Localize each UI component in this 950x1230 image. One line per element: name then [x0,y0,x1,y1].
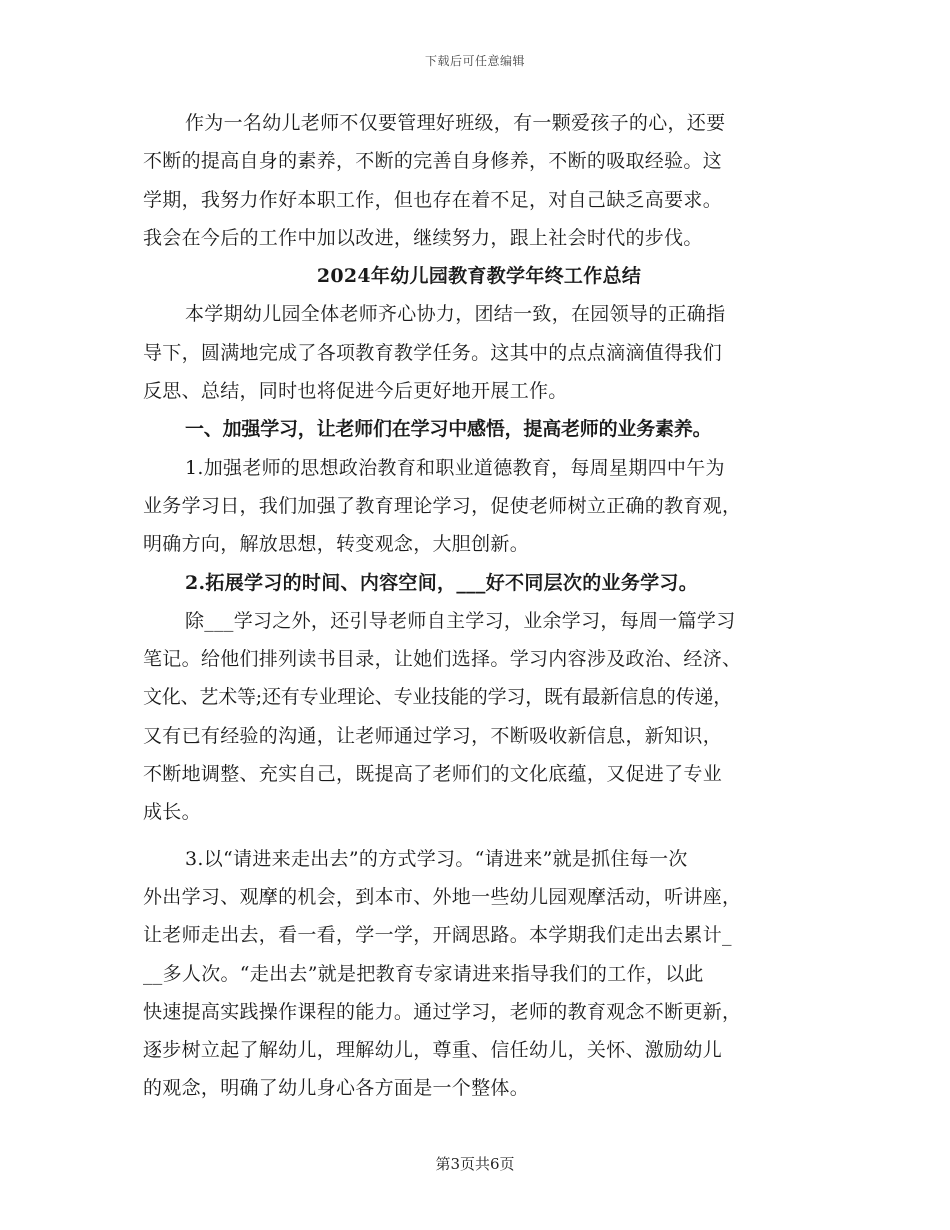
paragraph-line: 快速提高实践操作课程的能力。通过学习，老师的教育观念不断更新， [143,1000,742,1023]
paragraph-line: 逐步树立起了解幼儿，理解幼儿，尊重、信任幼儿，关怀、激励幼儿 [143,1039,723,1062]
paragraph-line: 的观念，明确了幼儿身心各方面是一个整体。 [143,1077,530,1100]
paragraph-line: 明确方向，解放思想，转变观念，大胆创新。 [143,533,530,556]
paragraph-line: 外出学习、观摩的机会，到本市、外地一些幼儿园观摩活动，听讲座， [143,885,742,908]
paragraph-line: 作为一名幼儿老师不仅要管理好班级，有一颗爱孩子的心，还要 [185,112,726,134]
paragraph-line: 反思、总结，同时也将促进今后更好地开展工作。 [143,380,568,403]
paragraph-line: 1.加强老师的思想政治教育和职业道德教育，每周星期四中午为 [185,456,725,479]
page-header: 下载后可任意编辑 [424,54,525,68]
document-body [143,104,815,1108]
paragraph-line: 又有已有经验的沟通，让老师通过学习，不断吸收新信息，新知识， [143,724,723,747]
paragraph-line: 成长。 [143,801,201,824]
document-title: 2024年幼儿园教育教学年终工作总结 [316,265,642,288]
paragraph-line: 我会在今后的工作中加以改进，继续努力，跟上社会时代的步伐。 [143,226,703,249]
paragraph-line: 除___学习之外，还引导老师自主学习，业余学习，每周一篇学习 [185,609,736,632]
paragraph-line: 导下，圆满地完成了各项教育教学任务。这其中的点点滴滴值得我们 [143,341,723,364]
section-heading: 一、加强学习，让老师们在学习中感悟，提高老师的业务素养。 [185,418,712,441]
paragraph-line: 学期，我努力作好本职工作，但也存在着不足，对自己缺乏高要求。 [143,188,723,211]
paragraph-line: __多人次。“走出去”就是把教育专家请进来指导我们的工作，以此 [143,962,704,985]
paragraph-gap [143,832,815,840]
paragraph-line: 笔记。给他们排列读书目录，让她们选择。学习内容涉及政治、经济、 [143,648,742,671]
subsection-heading: 2.拓展学习的时间、内容空间，___好不同层次的业务学习。 [185,571,699,594]
paragraph-line: 业务学习日，我们加强了教育理论学习，促使老师树立正确的教育观， [143,494,742,517]
paragraph-line: 不断地调整、充实自己，既提高了老师们的文化底蕴，又促进了专业 [143,763,723,786]
paragraph-line: 本学期幼儿园全体老师齐心协力，团结一致，在园领导的正确指 [185,303,726,326]
paragraph-line: 让老师走出去，看一看，学一学，开阔思路。本学期我们走出去累计_ [143,924,732,947]
page-number: 第3页共6页 [435,1155,515,1173]
paragraph-line: 文化、艺术等;还有专业理论、专业技能的学习，既有最新信息的传递， [143,686,733,709]
paragraph-line: 3.以“请进来走出去”的方式学习。“请进来”就是抓住每一次 [185,847,688,870]
paragraph-line: 不断的提高自身的素养，不断的完善自身修养，不断的吸取经验。这 [143,150,723,173]
